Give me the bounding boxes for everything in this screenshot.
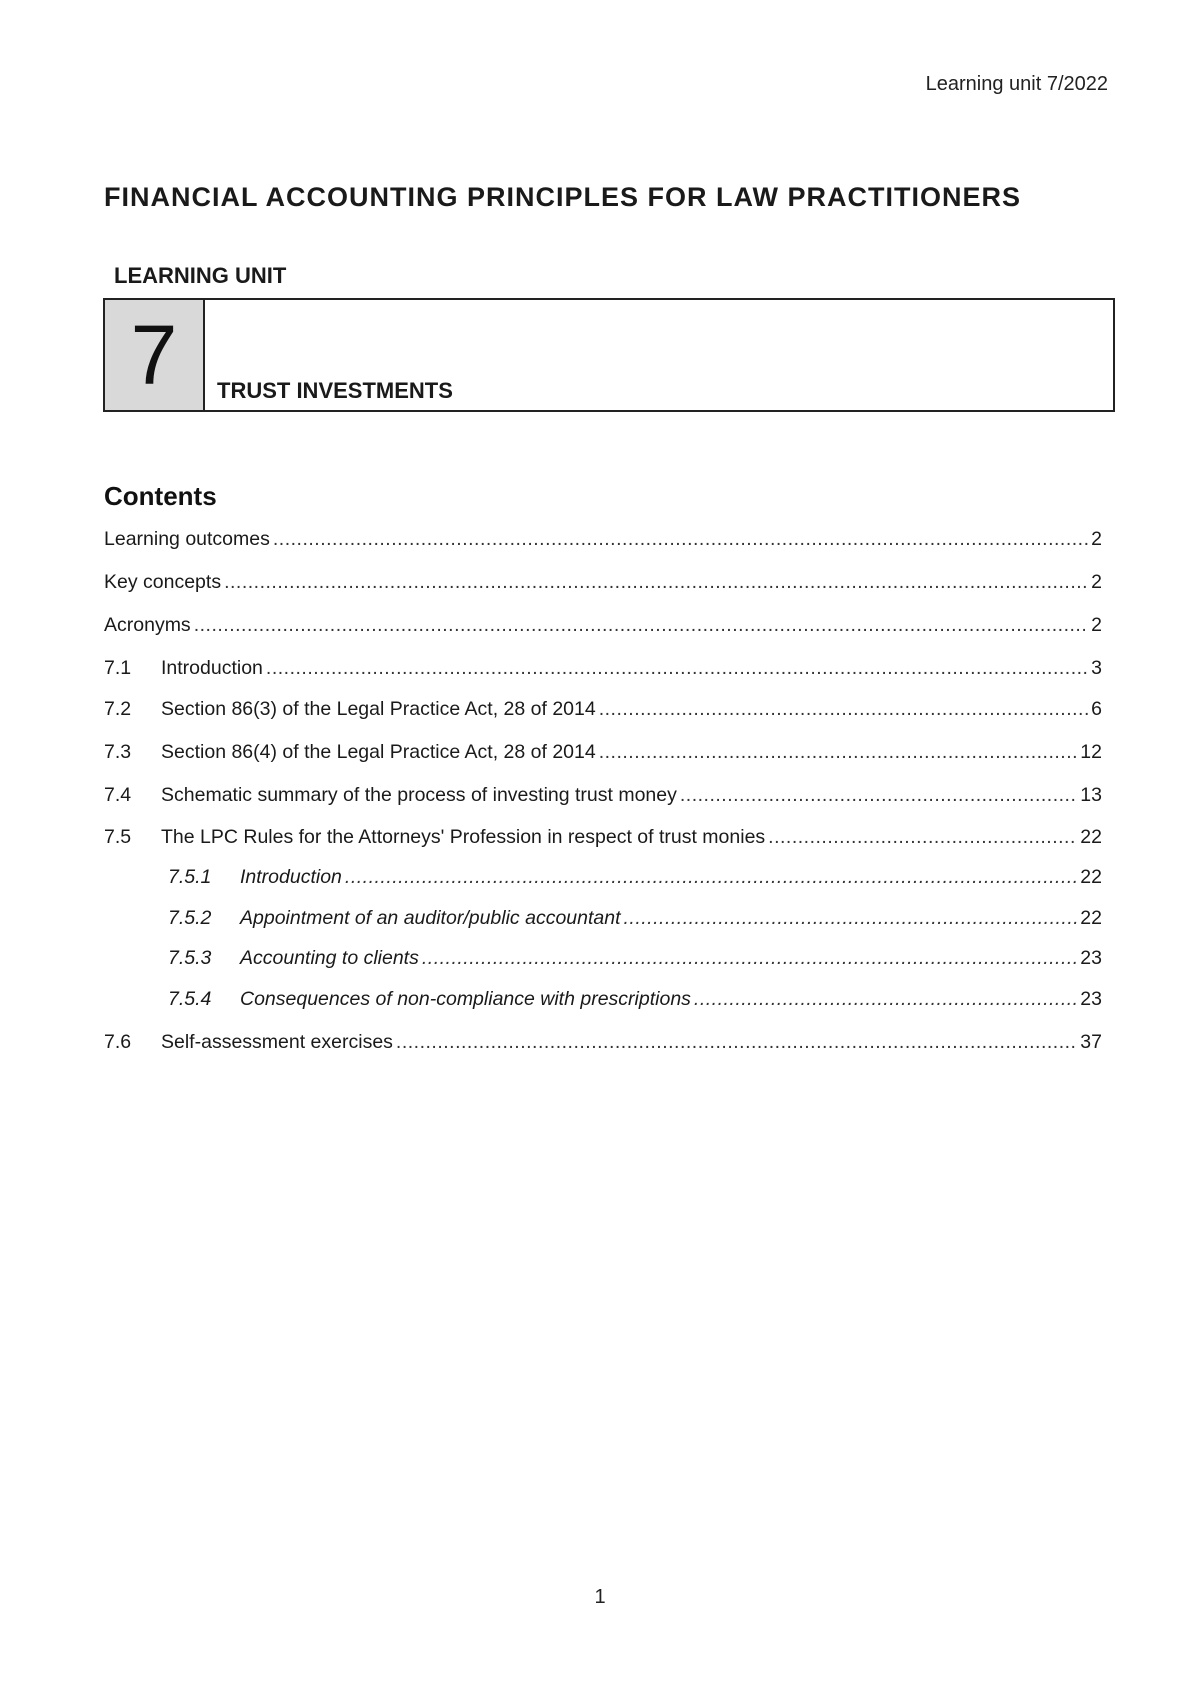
toc-leader: [345, 866, 1077, 889]
toc-entry-page: 37: [1080, 1031, 1102, 1053]
toc-leader: [422, 947, 1077, 970]
learning-unit-box: [103, 298, 1115, 412]
toc-entry-title: Introduction: [240, 866, 342, 888]
toc-entry-page: 2: [1091, 528, 1102, 550]
toc-entry-7-1[interactable]: [104, 657, 1102, 680]
toc-leader: [768, 826, 1077, 849]
toc-leader: [266, 657, 1088, 680]
toc-entry-title: Consequences of non-compliance with prescriptions: [240, 988, 691, 1010]
toc-entry-number: 7.5.2: [168, 907, 212, 929]
toc-entry-page: 2: [1091, 571, 1102, 593]
toc-entry-title: Self-assessment exercises: [161, 1031, 393, 1053]
toc-entry-number: 7.5.1: [168, 866, 212, 888]
toc-entry-acronyms[interactable]: [104, 614, 1102, 637]
toc-entry-number: 7.6: [104, 1031, 132, 1053]
toc-entry-7-5-3[interactable]: [168, 947, 1102, 970]
unit-title: TRUST INVESTMENTS: [217, 378, 453, 403]
toc-entry-title: Key concepts: [104, 571, 222, 593]
toc-entry-7-6[interactable]: [104, 1031, 1102, 1054]
toc-entry-title: Section 86(3) of the Legal Practice Act, 28 of 2014: [161, 698, 596, 720]
toc-leader: [194, 614, 1088, 637]
toc-entry-title: Accounting to clients: [240, 947, 419, 969]
toc-entry-number: 7.5: [104, 826, 132, 848]
toc-leader: [599, 698, 1088, 721]
unit-title-cell: [205, 300, 1113, 410]
toc-leader: [224, 571, 1088, 594]
course-title: FINANCIAL ACCOUNTING PRINCIPLES FOR LAW PRACTITIONERS: [104, 182, 1021, 212]
toc-entry-key-concepts[interactable]: [104, 571, 1102, 594]
toc-entry-7-2[interactable]: [104, 698, 1102, 721]
toc-entry-page: 6: [1091, 698, 1102, 720]
toc-entry-7-5-1[interactable]: [168, 866, 1102, 889]
page-number: 1: [594, 1586, 606, 1608]
toc-entry-7-5[interactable]: [104, 826, 1102, 849]
toc-entry-page: 22: [1080, 907, 1102, 929]
toc-entry-7-3[interactable]: [104, 741, 1102, 764]
toc-entry-number: 7.4: [104, 784, 132, 806]
toc-entry-page: 23: [1080, 947, 1102, 969]
toc-leader: [396, 1031, 1077, 1054]
toc-entry-title: Introduction: [161, 657, 263, 679]
toc-leader: [680, 784, 1077, 807]
toc-entry-title: Schematic summary of the process of investing trust money: [161, 784, 677, 806]
toc-entry-title: Section 86(4) of the Legal Practice Act, 28 of 2014: [161, 741, 596, 763]
toc-entry-7-5-4[interactable]: [168, 988, 1102, 1011]
toc-leader: [599, 741, 1078, 764]
toc-leader: [694, 988, 1077, 1011]
toc-entry-number: 7.1: [104, 657, 132, 679]
toc-entry-page: 13: [1080, 784, 1102, 806]
toc-entry-page: 2: [1091, 614, 1102, 636]
toc-leader: [624, 907, 1078, 930]
toc-entry-number: 7.2: [104, 698, 132, 720]
contents-heading: Contents: [104, 481, 217, 511]
toc-entry-number: 7.3: [104, 741, 132, 763]
toc-entry-number: 7.5.4: [168, 988, 212, 1010]
running-header: Learning unit 7/2022: [925, 73, 1108, 95]
toc-entry-7-5-2[interactable]: [168, 907, 1102, 930]
learning-unit-label: LEARNING UNIT: [114, 263, 287, 288]
toc-leader: [273, 528, 1088, 551]
toc-entry-page: 3: [1091, 657, 1102, 679]
toc-entry-title: The LPC Rules for the Attorneys' Profession in respect of trust monies: [161, 826, 766, 848]
toc-entry-page: 12: [1080, 741, 1102, 763]
toc-entry-title: Acronyms: [104, 614, 191, 636]
toc-entry-page: 22: [1080, 866, 1102, 888]
toc-entry-learning-outcomes[interactable]: [104, 528, 1102, 551]
toc-entry-page: 22: [1080, 826, 1102, 848]
toc-entry-title: Appointment of an auditor/public accountant: [240, 907, 621, 929]
toc-entry-number: 7.5.3: [168, 947, 212, 969]
toc-entry-title: Learning outcomes: [104, 528, 270, 550]
toc-entry-page: 23: [1080, 988, 1102, 1010]
toc-entry-7-4[interactable]: [104, 784, 1102, 807]
unit-number: 7: [105, 300, 205, 410]
